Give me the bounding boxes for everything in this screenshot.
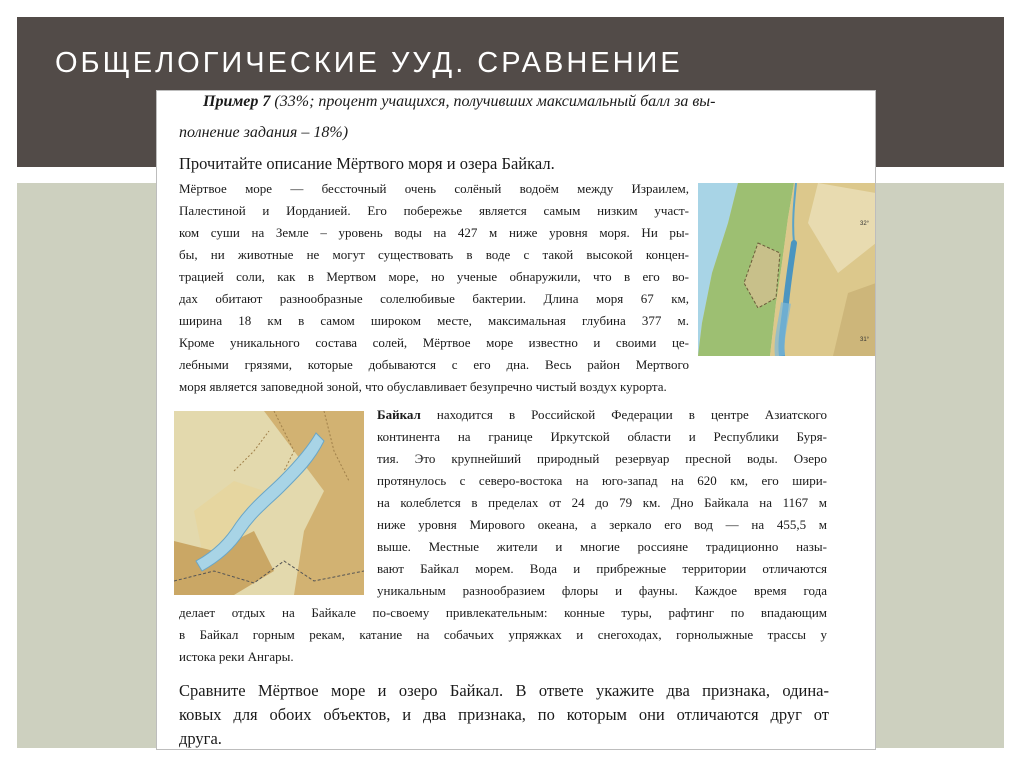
example-header-rest: (33%; процент учащихся, получивших максимальный балл за вы- <box>270 93 716 110</box>
scanned-document <box>156 90 876 750</box>
dead-sea-map <box>698 183 876 356</box>
baikal-line: тия. Это крупнейший природный резервуар пресной воды. Озеро <box>377 451 827 466</box>
baikal-name: Байкал <box>377 407 421 422</box>
dead-sea-line: ширина 18 км в самом широком месте, максимальная глубина 377 м. <box>179 313 689 328</box>
dead-sea-line: моря является заповедной зоной, что обуславливает безупречно чистый воздух курорта. <box>179 379 667 394</box>
question-line: друга. <box>179 729 222 748</box>
example-header-line2: полнение задания – 18%) <box>179 124 349 141</box>
example-header-line1 <box>203 93 715 111</box>
baikal-wide-line: делает отдых на Байкале по-своему привлекательным: конные туры, рафтинг по впадающим <box>179 605 827 620</box>
example-label: Пример 7 <box>203 93 271 110</box>
baikal-first-rest: находится в Российской Федерации в центре Азиатского <box>420 407 827 422</box>
baikal-line-first <box>377 407 827 423</box>
baikal-line: вают Байкал морем. Вода и прибрежные территории отличаются <box>377 561 827 576</box>
dead-sea-line: дах обитают разнообразные солелюбивые бактерии. Длина моря 67 км, <box>179 291 689 306</box>
dead-sea-line: Кроме уникального состава солей, Мёртвое море известно и своими це- <box>179 335 689 350</box>
baikal-wide-line: истока реки Ангары. <box>179 649 294 664</box>
task-title: Прочитайте описание Мёртвого моря и озера Байкал. <box>179 154 555 173</box>
dead-sea-line: Палестиной и Иорданией. Его побережье является самым низким участ- <box>179 203 689 218</box>
question-line: ковых для обоих объектов, и два признака, по которым они отличаются друг от <box>179 705 829 724</box>
map-latitude-label: 32° <box>860 221 870 227</box>
baikal-wide-line: в Байкал горным рекам, катание на собачьих упряжках и снегоходах, горнолыжные трассы у <box>179 627 827 642</box>
dead-sea-line: Мёртвое море — бессточный очень солёный водоём между Израилем, <box>179 181 689 196</box>
baikal-line: на колеблется в пределах от 24 до 79 км. Дно Байкала на 1167 м <box>377 495 827 510</box>
dead-sea-line: лебными грязями, которые добываются с его дна. Весь район Мертвого <box>179 357 689 372</box>
dead-sea-line: трацией соли, как в Мертвом море, но ученые обнаружили, что в его во- <box>179 269 689 284</box>
slide-title: ОБЩЕЛОГИЧЕСКИЕ УУД. СРАВНЕНИЕ <box>55 47 683 79</box>
baikal-line: ниже уровня Мирового океана, а зеркало его вод — на 455,5 м <box>377 517 827 532</box>
baikal-line: протянулось с северо-востока на юго-запад на 620 км, его шири- <box>377 473 827 488</box>
baikal-line: выше. Местные жители и многие россияне традиционно назы- <box>377 539 827 554</box>
question-line: Сравните Мёртвое море и озеро Байкал. В ответе укажите два признака, одина- <box>179 681 829 700</box>
map-latitude-label: 31° <box>860 337 870 343</box>
baikal-line: уникальным разнообразием флоры и фауны. Каждое время года <box>377 583 827 598</box>
dead-sea-line: бы, ни животные не могут существовать в воде с такой высокой концен- <box>179 247 689 262</box>
dead-sea-line: ком суши на Земле – уровень воды на 427 м ниже уровня моря. Ни ры- <box>179 225 689 240</box>
baikal-map <box>174 411 364 595</box>
baikal-line: континента на границе Иркутской области и Республики Буря- <box>377 429 827 444</box>
